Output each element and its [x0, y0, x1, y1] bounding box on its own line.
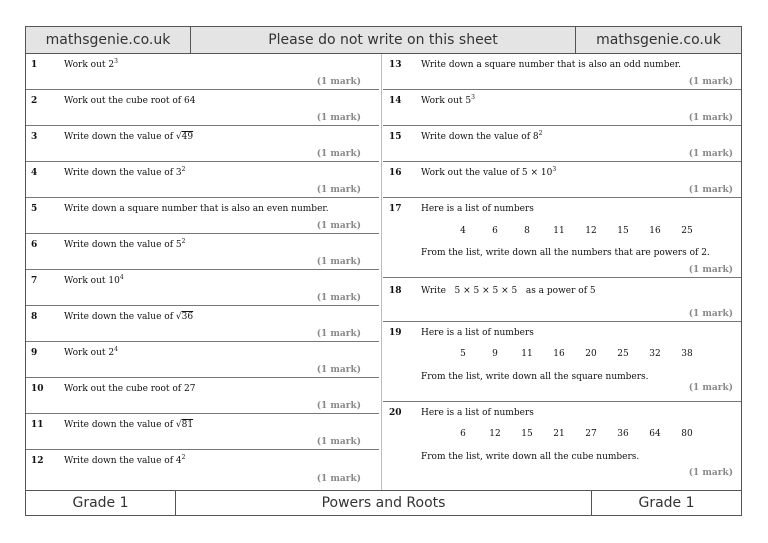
question-number: 3 — [31, 132, 38, 142]
list-item: 32 — [649, 349, 661, 359]
question-4 — [26, 162, 379, 198]
footer-grade-right: Grade 1 — [638, 495, 695, 511]
question-text: Here is a list of numbers — [421, 204, 534, 214]
question-number: 10 — [31, 384, 44, 394]
list-item: 80 — [681, 429, 693, 439]
mark-label: (1 mark) — [688, 185, 733, 195]
list-item: 16 — [649, 226, 661, 236]
question-19 — [383, 322, 741, 402]
question-text: Work out the cube root of 64 — [64, 96, 196, 106]
question-number: 6 — [31, 240, 38, 250]
mark-label: (1 mark) — [688, 383, 733, 393]
list-item: 15 — [617, 226, 629, 236]
question-18 — [383, 278, 741, 322]
question-number: 5 — [31, 204, 38, 214]
question-text: Write down a square number that is also an even number. — [64, 204, 329, 214]
header-site-left: mathsgenie.co.uk — [26, 27, 191, 53]
mark-label: (1 mark) — [688, 309, 733, 319]
question-instruction: From the list, write down all the square numbers. — [421, 372, 649, 382]
number-list — [447, 429, 703, 439]
question-text: Write down the value of √36 — [64, 312, 194, 322]
mark-label: (1 mark) — [688, 468, 733, 478]
list-item: 25 — [681, 226, 693, 236]
header-notice: Please do not write on this sheet — [191, 27, 576, 53]
mark-label: (1 mark) — [316, 257, 361, 267]
question-text: Work out $10^4$ — [64, 274, 124, 286]
question-12 — [26, 450, 379, 486]
question-text: Write down a square number that is also an odd number. — [421, 60, 681, 70]
mark-label: (1 mark) — [316, 437, 361, 447]
list-item: 36 — [617, 429, 629, 439]
question-1 — [26, 54, 379, 90]
list-item: 27 — [585, 429, 597, 439]
question-text: Work out the cube root of 27 — [64, 384, 196, 394]
footer-topic: Powers and Roots — [176, 491, 592, 515]
question-text: Write down the value of $4^2$ — [64, 454, 186, 466]
mark-label: (1 mark) — [316, 77, 361, 87]
question-5 — [26, 198, 379, 234]
number-list — [447, 226, 703, 236]
question-number: 4 — [31, 168, 38, 178]
question-text: Work out $2^4$ — [64, 346, 118, 358]
list-item: 21 — [553, 429, 565, 439]
question-text: Write 5 × 5 × 5 × 5 as a power of 5 — [421, 286, 596, 296]
question-number: 17 — [389, 204, 402, 214]
question-text: Work out $2^3$ — [64, 58, 118, 70]
question-15 — [383, 126, 741, 162]
question-number: 15 — [389, 132, 402, 142]
question-2 — [26, 90, 379, 126]
column-divider — [381, 54, 382, 492]
question-20 — [383, 402, 741, 480]
question-number: 8 — [31, 312, 38, 322]
question-number: 9 — [31, 348, 38, 358]
mark-label: (1 mark) — [316, 221, 361, 231]
question-13 — [383, 54, 741, 90]
list-item: 64 — [649, 429, 661, 439]
list-item: 38 — [681, 349, 693, 359]
question-11 — [26, 414, 379, 450]
question-number: 14 — [389, 96, 402, 106]
worksheet — [25, 26, 742, 516]
question-text: Here is a list of numbers — [421, 408, 534, 418]
mark-label: (1 mark) — [688, 113, 733, 123]
question-instruction: From the list, write down all the cube numbers. — [421, 452, 640, 462]
number-list — [447, 349, 703, 359]
footer-grade-left: Grade 1 — [26, 491, 176, 515]
question-number: 2 — [31, 96, 38, 106]
question-number: 20 — [389, 408, 402, 418]
list-item: 9 — [492, 349, 498, 359]
list-item: 5 — [460, 349, 466, 359]
question-10 — [26, 378, 379, 414]
question-text: Write down the value of $8^2$ — [421, 130, 543, 142]
question-number: 1 — [31, 60, 38, 70]
question-number: 12 — [31, 456, 44, 466]
header-bar — [26, 27, 741, 54]
question-number: 11 — [31, 420, 44, 430]
question-instruction: From the list, write down all the numbers that are powers of 2. — [421, 248, 710, 258]
mark-label: (1 mark) — [688, 149, 733, 159]
mark-label: (1 mark) — [316, 365, 361, 375]
question-16 — [383, 162, 741, 198]
mark-label: (1 mark) — [316, 185, 361, 195]
question-17 — [383, 198, 741, 278]
list-item: 25 — [617, 349, 629, 359]
list-item: 11 — [553, 226, 565, 236]
question-text: Work out the value of $5 \times 10^3$ — [421, 166, 557, 178]
question-3 — [26, 126, 379, 162]
question-text: Write down the value of √49 — [64, 132, 194, 142]
question-text: Write down the value of $3^2$ — [64, 166, 186, 178]
question-7 — [26, 270, 379, 306]
list-item: 6 — [492, 226, 498, 236]
question-number: 16 — [389, 168, 402, 178]
list-item: 4 — [460, 226, 466, 236]
mark-label: (1 mark) — [316, 329, 361, 339]
mark-label: (1 mark) — [316, 474, 361, 484]
mark-label: (1 mark) — [316, 293, 361, 303]
list-item: 12 — [489, 429, 501, 439]
question-text: Write down the value of $5^2$ — [64, 238, 186, 250]
list-item: 6 — [460, 429, 466, 439]
list-item: 11 — [521, 349, 533, 359]
list-item: 15 — [521, 429, 533, 439]
list-item: 8 — [524, 226, 530, 236]
mark-label: (1 mark) — [316, 401, 361, 411]
question-number: 19 — [389, 328, 402, 338]
footer-bar — [26, 490, 741, 515]
question-number: 7 — [31, 276, 38, 286]
question-number: 13 — [389, 60, 402, 70]
left-column — [26, 54, 379, 486]
list-item: 16 — [553, 349, 565, 359]
mark-label: (1 mark) — [688, 265, 733, 275]
question-14 — [383, 90, 741, 126]
mark-label: (1 mark) — [316, 149, 361, 159]
question-6 — [26, 234, 379, 270]
mark-label: (1 mark) — [316, 113, 361, 123]
header-site-right: mathsgenie.co.uk — [596, 32, 721, 48]
list-item: 12 — [585, 226, 597, 236]
question-text: Work out $5^3$ — [421, 94, 475, 106]
question-text: Write down the value of √81 — [64, 420, 194, 430]
question-9 — [26, 342, 379, 378]
list-item: 20 — [585, 349, 597, 359]
question-text: Here is a list of numbers — [421, 328, 534, 338]
question-8 — [26, 306, 379, 342]
mark-label: (1 mark) — [688, 77, 733, 87]
question-number: 18 — [389, 286, 402, 296]
right-column — [383, 54, 741, 480]
